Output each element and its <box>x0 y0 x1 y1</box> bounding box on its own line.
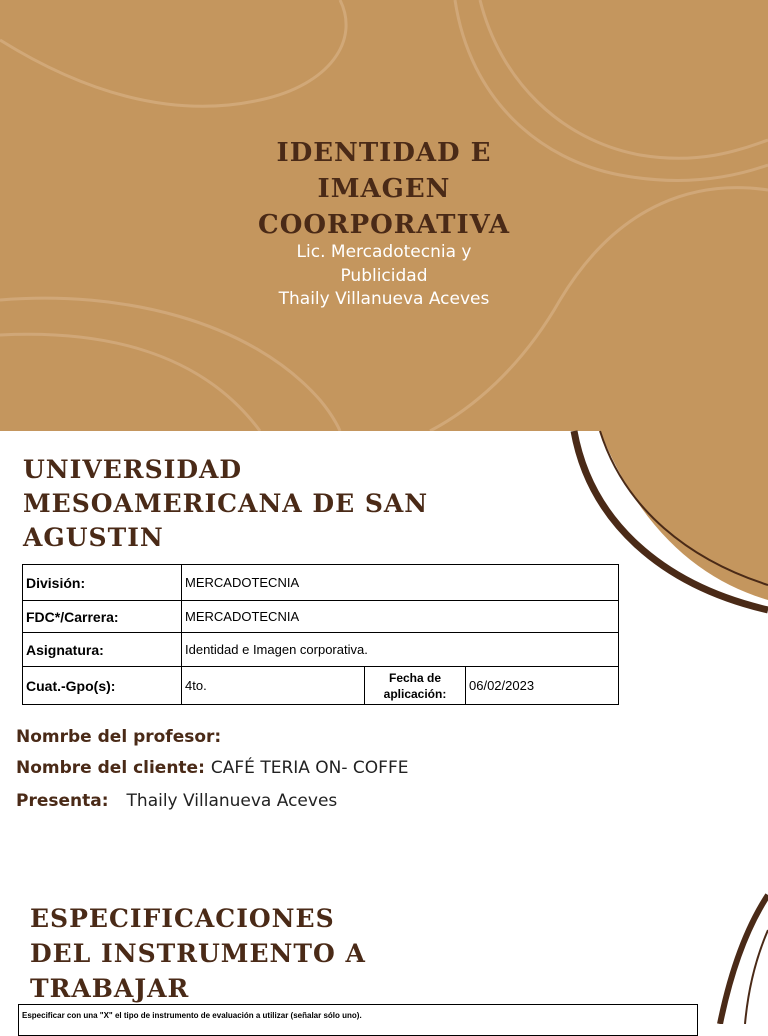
asignatura-value: Identidad e Imagen corporativa. <box>182 633 619 667</box>
table-row <box>23 667 619 705</box>
specifications-title <box>30 901 366 1006</box>
specifications-title-line-3: TRABAJAR <box>30 974 190 1003</box>
university-title-line-2: MESOAMERICANA DE SAN <box>23 489 429 518</box>
cliente-label: Nombre del cliente: <box>16 758 205 778</box>
fecha-label-line-2: aplicación: <box>383 686 447 701</box>
profesor-label: Nomrbe del profesor: <box>16 727 222 747</box>
fecha-label <box>365 667 466 705</box>
fecha-value: 06/02/2023 <box>466 667 619 705</box>
university-title <box>23 453 428 555</box>
cover-title-line-1: IDENTIDAD E <box>276 138 492 168</box>
cover-title-line-2: IMAGEN <box>317 174 451 204</box>
cliente-field <box>16 758 408 778</box>
university-title-line-3: AGUSTIN <box>23 523 164 552</box>
carrera-label: FDC*/Carrera: <box>23 601 182 633</box>
profesor-field <box>16 727 227 747</box>
cover-subtitle-line-2: Publicidad <box>340 266 428 286</box>
cover-subtitle-line-3: Thaily Villanueva Aceves <box>278 289 490 309</box>
cuat-label: Cuat.-Gpo(s): <box>23 667 182 705</box>
division-label: División: <box>23 565 182 601</box>
table-row <box>23 565 619 601</box>
fecha-label-line-1: Fecha de <box>388 670 442 685</box>
table-row <box>23 633 619 667</box>
table-row <box>23 601 619 633</box>
presenta-value: Thaily Villanueva Aceves <box>126 791 338 811</box>
presenta-field <box>16 791 337 811</box>
specifications-title-line-1: ESPECIFICACIONES <box>30 904 335 933</box>
specifications-title-line-2: DEL INSTRUMENTO A <box>30 939 366 968</box>
cuat-value: 4to. <box>182 667 365 705</box>
carrera-value: MERCADOTECNIA <box>182 601 619 633</box>
presenta-label: Presenta: <box>16 791 109 811</box>
cover-title-line-3: COORPORATIVA <box>258 210 510 240</box>
cover-band <box>0 0 768 431</box>
asignatura-label: Asignatura: <box>23 633 182 667</box>
division-value: MERCADOTECNIA <box>182 565 619 601</box>
instrument-instruction: Especificar con una "X" el tipo de instrumento de evaluación a utilizar (señalar sólo uno). <box>22 1011 362 1020</box>
instrument-selection-box <box>18 1004 698 1036</box>
university-title-line-1: UNIVERSIDAD <box>23 455 243 484</box>
cover-subtitle-line-1: Lic. Mercadotecnia y <box>296 242 472 262</box>
course-info-table <box>22 564 619 705</box>
cliente-value: CAFÉ TERIA ON- COFFE <box>210 758 409 778</box>
